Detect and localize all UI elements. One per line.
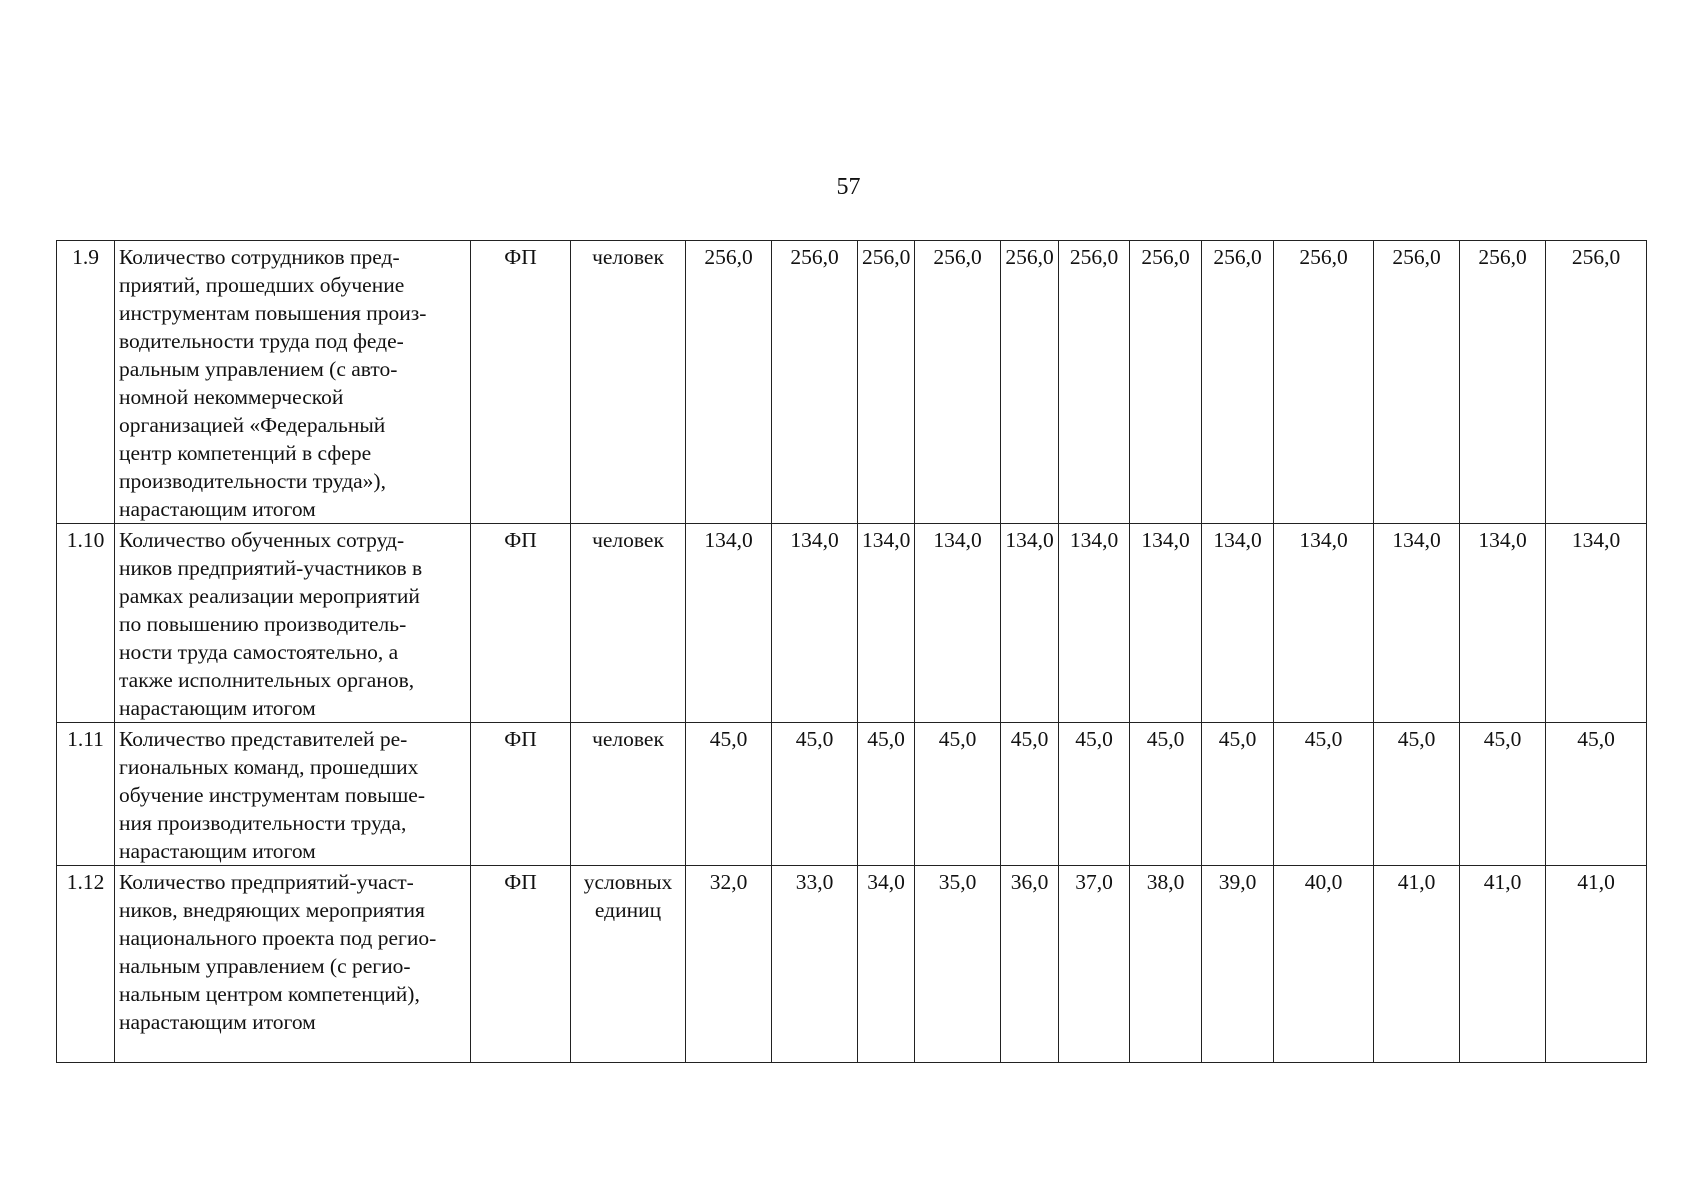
row-number: 1.12 [57, 866, 115, 1063]
description-line: обучение инструментам повыше- [119, 783, 425, 807]
description-line: рамках реализации мероприятий [119, 584, 420, 608]
source-cell: ФП [471, 524, 571, 723]
value-cell: 256,0 [858, 241, 915, 524]
unit-cell: человек [571, 723, 686, 866]
value-cell: 37,0 [1059, 866, 1130, 1063]
indicator-description [115, 241, 471, 524]
value-cell: 45,0 [1460, 723, 1546, 866]
source-cell: ФП [471, 241, 571, 524]
value-cell: 41,0 [1546, 866, 1647, 1063]
description-line: Количество представителей ре- [119, 727, 408, 751]
value-cell: 45,0 [1001, 723, 1059, 866]
value-cell: 134,0 [1130, 524, 1202, 723]
value-cell: 45,0 [1130, 723, 1202, 866]
description-line: нарастающим итогом [119, 696, 316, 720]
value-cell: 256,0 [1374, 241, 1460, 524]
description-line: организацией «Федеральный [119, 413, 386, 437]
value-cell: 38,0 [1130, 866, 1202, 1063]
value-cell: 35,0 [915, 866, 1001, 1063]
description-line: Количество сотрудников пред- [119, 245, 400, 269]
description-line: Количество предприятий-участ- [119, 870, 414, 894]
value-cell: 256,0 [1001, 241, 1059, 524]
value-cell: 134,0 [915, 524, 1001, 723]
description-line: ральным управлением (с авто- [119, 357, 398, 381]
description-line: национального проекта под регио- [119, 926, 437, 950]
value-cell: 34,0 [858, 866, 915, 1063]
value-cell: 45,0 [772, 723, 858, 866]
value-cell: 256,0 [1202, 241, 1274, 524]
description-line: производительности труда»), [119, 469, 386, 493]
description-line: Количество обученных сотруд- [119, 528, 405, 552]
value-cell: 134,0 [1274, 524, 1374, 723]
description-line: приятий, прошедших обучение [119, 273, 405, 297]
value-cell: 256,0 [1460, 241, 1546, 524]
value-cell: 41,0 [1374, 866, 1460, 1063]
description-line: гиональных команд, прошедших [119, 755, 419, 779]
value-cell: 256,0 [772, 241, 858, 524]
row-number: 1.11 [57, 723, 115, 866]
description-line: нальным управлением (с регио- [119, 954, 411, 978]
indicator-description [115, 866, 471, 1063]
indicator-description [115, 723, 471, 866]
value-cell: 256,0 [1546, 241, 1647, 524]
value-cell: 134,0 [858, 524, 915, 723]
value-cell: 36,0 [1001, 866, 1059, 1063]
value-cell: 45,0 [858, 723, 915, 866]
unit-cell: человек [571, 524, 686, 723]
value-cell: 134,0 [1546, 524, 1647, 723]
description-line: нарастающим итогом [119, 497, 316, 521]
description-line: ников, внедряющих мероприятия [119, 898, 425, 922]
indicators-table [56, 240, 1647, 1063]
row-number: 1.9 [57, 241, 115, 524]
description-line: ности труда самостоятельно, а [119, 640, 399, 664]
value-cell: 40,0 [1274, 866, 1374, 1063]
value-cell: 134,0 [1202, 524, 1274, 723]
table-row [57, 524, 1647, 723]
description-line: водительности труда под феде- [119, 329, 404, 353]
table-row [57, 723, 1647, 866]
value-cell: 256,0 [1059, 241, 1130, 524]
value-cell: 32,0 [686, 866, 772, 1063]
description-line: по повышению производитель- [119, 612, 407, 636]
value-cell: 45,0 [1059, 723, 1130, 866]
value-cell: 134,0 [772, 524, 858, 723]
value-cell: 39,0 [1202, 866, 1274, 1063]
unit-line: условных [583, 870, 673, 894]
source-cell: ФП [471, 866, 571, 1063]
value-cell: 256,0 [915, 241, 1001, 524]
page-number: 57 [836, 174, 861, 200]
value-cell: 45,0 [1546, 723, 1647, 866]
description-line: ния производительности труда, [119, 811, 407, 835]
value-cell: 33,0 [772, 866, 858, 1063]
value-cell: 256,0 [1130, 241, 1202, 524]
description-line: нарастающим итогом [119, 1010, 316, 1034]
value-cell: 134,0 [1460, 524, 1546, 723]
value-cell: 41,0 [1460, 866, 1546, 1063]
table-row [57, 241, 1647, 524]
source-cell: ФП [471, 723, 571, 866]
value-cell: 45,0 [686, 723, 772, 866]
value-cell: 45,0 [1374, 723, 1460, 866]
indicator-description [115, 524, 471, 723]
value-cell: 256,0 [1274, 241, 1374, 524]
table-row [57, 866, 1647, 1063]
unit-cell: человек [571, 241, 686, 524]
value-cell: 45,0 [915, 723, 1001, 866]
value-cell: 45,0 [1274, 723, 1374, 866]
value-cell: 134,0 [1374, 524, 1460, 723]
description-line: нальным центром компетенций), [119, 982, 420, 1006]
description-line: ников предприятий-участников в [119, 556, 423, 580]
description-line: также исполнительных органов, [119, 668, 415, 692]
value-cell: 134,0 [686, 524, 772, 723]
row-number: 1.10 [57, 524, 115, 723]
unit-line: единиц [594, 898, 662, 922]
description-line: инструментам повышения произ- [119, 301, 427, 325]
value-cell: 45,0 [1202, 723, 1274, 866]
description-line: нарастающим итогом [119, 839, 316, 863]
description-line: центр компетенций в сфере [119, 441, 372, 465]
value-cell: 134,0 [1001, 524, 1059, 723]
description-line: номной некоммерческой [119, 385, 344, 409]
value-cell: 134,0 [1059, 524, 1130, 723]
value-cell: 256,0 [686, 241, 772, 524]
unit-cell [571, 866, 686, 1063]
